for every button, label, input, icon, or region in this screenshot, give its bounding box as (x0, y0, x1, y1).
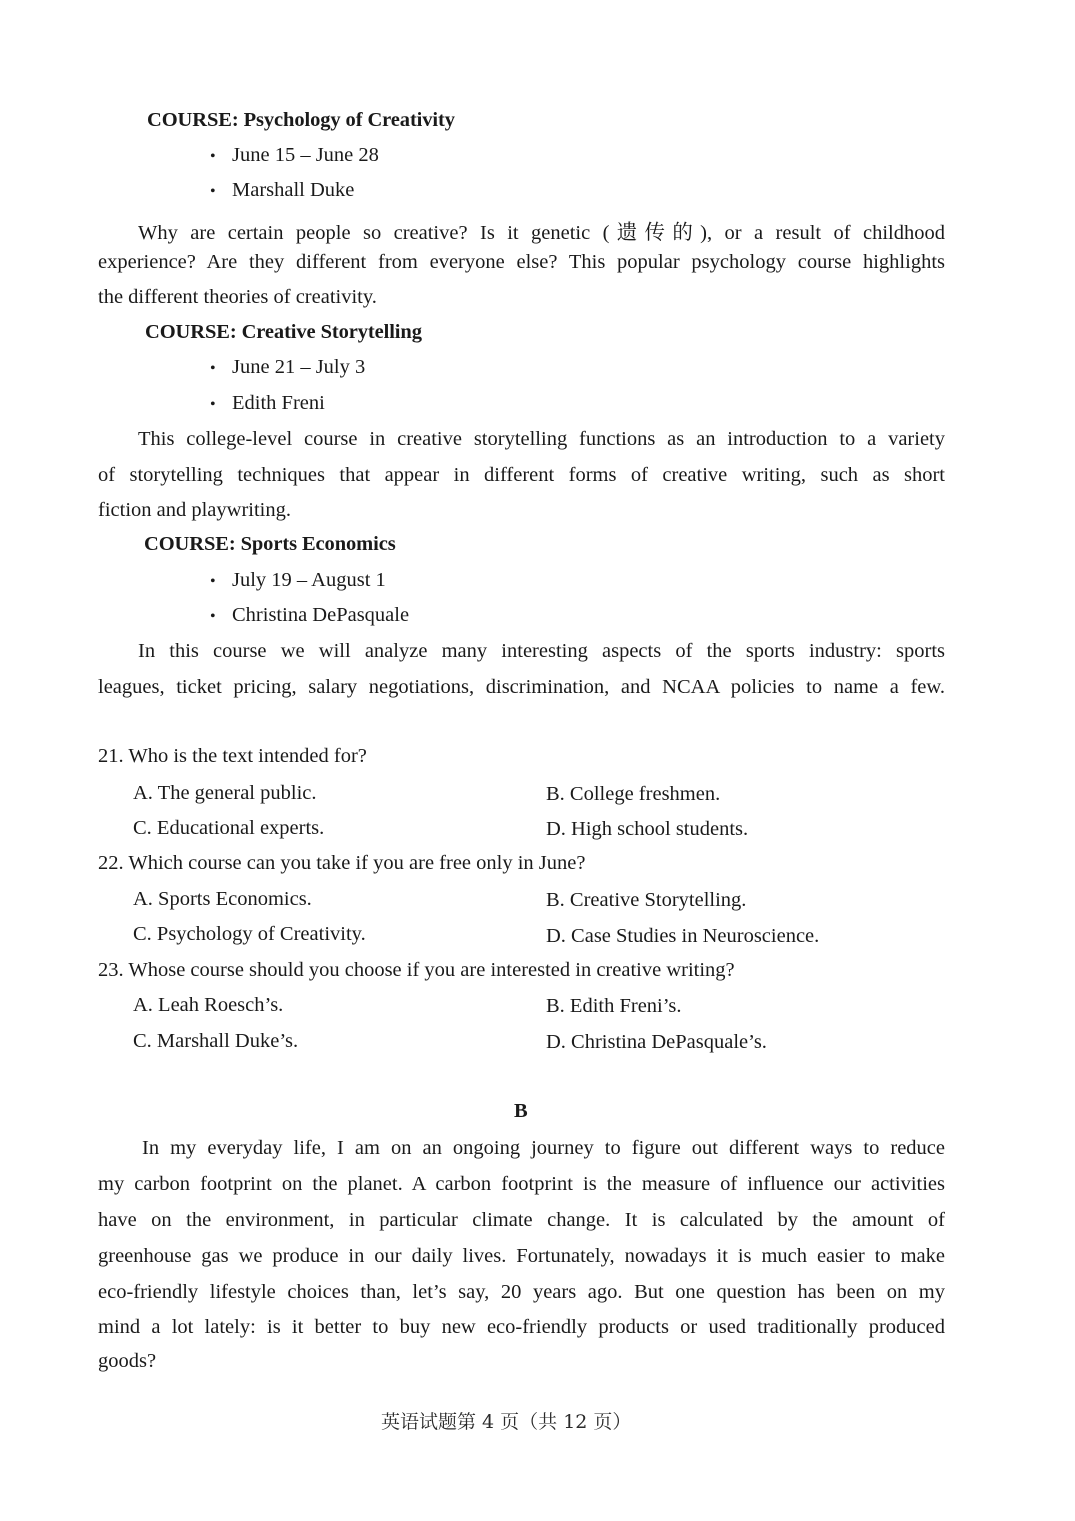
course-description-line: experience? Are they different from everyone else? This popular psychology course highlights (98, 251, 945, 273)
bullet-icon: • (210, 148, 216, 165)
course-description-line: In this course we will analyze many interesting aspects of the sports industry: sports (138, 640, 945, 662)
question-22-option-b: B. Creative Storytelling. (546, 889, 747, 911)
course-title-creative-storytelling: COURSE: Creative Storytelling (145, 321, 422, 343)
question-23-option-c: C. Marshall Duke’s. (133, 1030, 299, 1052)
course-title-sports-economics: COURSE: Sports Economics (144, 533, 396, 555)
course-description-line: This college-level course in creative storytelling functions as an introduction to a variety (138, 428, 945, 450)
page-footer: 英语试题第 4 页（共 12 页） (381, 1411, 632, 1433)
question-21-option-b: B. College freshmen. (546, 783, 721, 805)
bullet-icon: • (210, 608, 216, 625)
question-21-option-d: D. High school students. (546, 818, 749, 840)
course-dates (210, 356, 365, 379)
question-23-stem: 23. Whose course should you choose if you are interested in creative writing? (98, 959, 735, 981)
course-dates-text: July 19 – August 1 (232, 569, 386, 591)
question-21-option-c: C. Educational experts. (133, 817, 325, 839)
passage-b-line: mind a lot lately: is it better to buy new eco-friendly products or used traditionally produced (98, 1316, 945, 1338)
passage-b-line: goods? (98, 1350, 157, 1372)
passage-b-line: In my everyday life, I am on an ongoing journey to figure out different ways to reduce (142, 1137, 945, 1159)
passage-b-line: eco-friendly lifestyle choices than, let’s say, 20 years ago. But one question has been on my (98, 1281, 945, 1303)
course-instructor-text: Edith Freni (232, 392, 325, 414)
course-instructor-text: Marshall Duke (232, 179, 355, 201)
passage-b-line: have on the environment, in particular climate change. It is calculated by the amount of (98, 1209, 945, 1231)
course-dates (210, 144, 379, 167)
question-23-option-a: A. Leah Roesch’s. (133, 994, 284, 1016)
course-description-line: leagues, ticket pricing, salary negotiations, discrimination, and NCAA policies to name a few. (98, 676, 945, 698)
course-title-psychology-of-creativity: COURSE: Psychology of Creativity (147, 109, 455, 131)
bullet-icon: • (210, 183, 216, 200)
question-22-option-a: A. Sports Economics. (133, 888, 312, 910)
course-dates-text: June 15 – June 28 (232, 144, 379, 166)
course-instructor-text: Christina DePasquale (232, 604, 410, 626)
question-21-stem: 21. Who is the text intended for? (98, 745, 367, 767)
question-22-option-c: C. Psychology of Creativity. (133, 923, 366, 945)
question-22-stem: 22. Which course can you take if you are free only in June? (98, 852, 586, 874)
question-22-option-d: D. Case Studies in Neuroscience. (546, 925, 820, 947)
course-description-line: of storytelling techniques that appear in different forms of creative writing, such as short (98, 464, 945, 486)
course-instructor (210, 179, 354, 202)
bullet-icon: • (210, 360, 216, 377)
passage-b-line: my carbon footprint on the planet. A carbon footprint is the measure of influence our activities (98, 1173, 945, 1195)
question-21-option-a: A. The general public. (133, 782, 317, 804)
course-description-line: fiction and playwriting. (98, 499, 291, 521)
course-dates-text: June 21 – July 3 (232, 356, 366, 378)
course-description-line: the different theories of creativity. (98, 286, 377, 308)
question-23-option-d: D. Christina DePasquale’s. (546, 1031, 767, 1053)
bullet-icon: • (210, 396, 216, 413)
section-b-label: B (514, 1100, 528, 1122)
course-dates (210, 569, 386, 592)
course-description-line: Why are certain people so creative? Is it genetic (遗传的), or a result of childhood (138, 222, 945, 244)
passage-b-line: greenhouse gas we produce in our daily lives. Fortunately, nowadays it is much easier to make (98, 1245, 945, 1267)
course-instructor (210, 604, 409, 627)
question-23-option-b: B. Edith Freni’s. (546, 995, 682, 1017)
bullet-icon: • (210, 573, 216, 590)
course-instructor (210, 392, 325, 415)
